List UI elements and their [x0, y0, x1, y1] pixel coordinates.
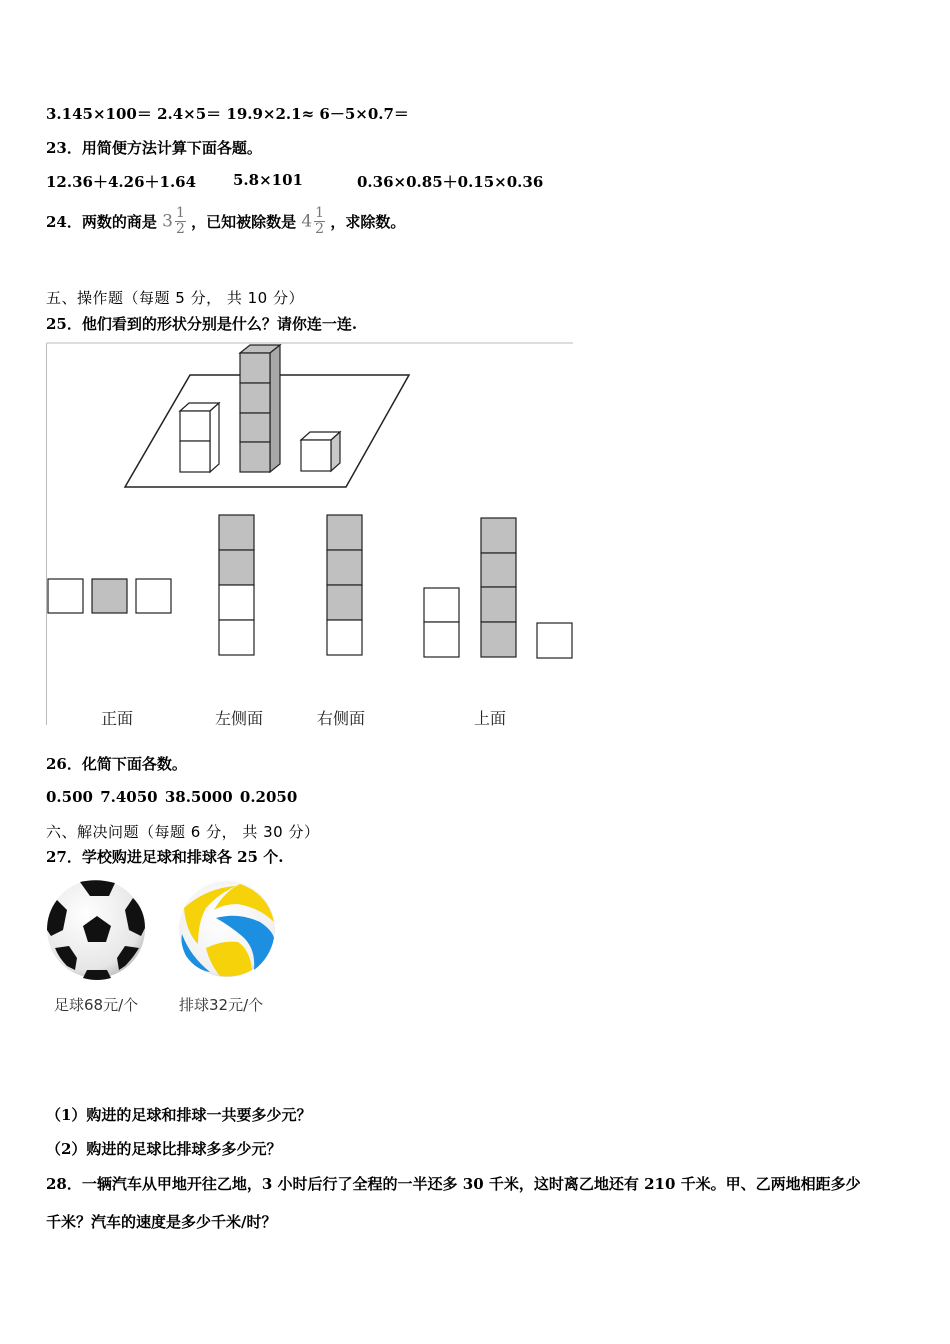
q28-line-1: 28．一辆汽车从甲地开往乙地，3 小时后行了全程的一半还多 30 千米，这时离乙地还有 210 千米。甲、乙两地相距多少 [46, 1175, 861, 1193]
view-top [424, 518, 572, 658]
q24-fraction-2 [301, 206, 325, 237]
single-white-cube [301, 432, 340, 471]
q24-post: ，求除数。 [330, 213, 406, 231]
volleyball-image [176, 878, 278, 980]
label-top: 上面 [474, 709, 507, 728]
soccer-ball-image [45, 878, 149, 982]
q27-title: 27．学校购进足球和排球各 25 个. [46, 848, 284, 866]
view-left-side [219, 515, 254, 655]
q26-numbers: 0.500 7.4050 38.5000 0.2050 [46, 788, 298, 806]
q24-fraction-1 [162, 206, 186, 237]
soccer-price-label: 足球68元/个 [54, 996, 139, 1014]
q23-item-2: 5.8×101 [233, 171, 303, 189]
stack-left-white [180, 403, 219, 472]
volleyball-price-label: 排球32元/个 [179, 996, 264, 1014]
q24-frac1-whole: 3 [162, 211, 173, 232]
view-right-side [327, 515, 362, 655]
q23-item-3: 0.36×0.85＋0.15×0.36 [357, 173, 544, 191]
q24-frac2-whole: 4 [301, 211, 313, 232]
label-left-side: 左侧面 [215, 709, 264, 728]
q26-title: 26．化简下面各数。 [46, 755, 187, 773]
q23-title: 23．用简便方法计算下面各题。 [46, 139, 262, 157]
q24-mid: ，已知被除数是 [191, 213, 297, 231]
q25-figure [46, 340, 576, 730]
q24-frac1-num: 1 [175, 205, 185, 221]
q28-line-2: 千米？汽车的速度是多少千米/时？ [46, 1213, 277, 1231]
q27-sub-1: （1）购进的足球和排球一共要多少元？ [46, 1106, 312, 1124]
q24-frac2-den: 2 [315, 221, 325, 237]
label-front: 正面 [101, 709, 134, 728]
q23-item-1: 12.36＋4.26＋1.64 [46, 173, 197, 191]
q24-pre: 24．两数的商是 [46, 213, 157, 231]
section-6-heading: 六、解决问题（每题 6 分， 共 30 分） [46, 823, 320, 841]
view-front [48, 579, 171, 613]
q24-line [46, 206, 405, 237]
q25-title: 25．他们看到的形状分别是什么？请你连一连. [46, 315, 358, 333]
label-right-side: 右侧面 [317, 709, 366, 728]
section-5-heading: 五、操作题（每题 5 分， 共 10 分） [46, 289, 304, 307]
q24-frac1-den: 2 [175, 221, 185, 237]
q27-sub-2: （2）购进的足球比排球多多少元？ [46, 1140, 282, 1158]
q24-frac2-num: 1 [315, 205, 325, 221]
q22-expressions: 3.145×100＝ 2.4×5＝ 19.9×2.1≈ 6－5×0.7＝ [46, 105, 409, 123]
stack-tall-gray [240, 345, 280, 472]
